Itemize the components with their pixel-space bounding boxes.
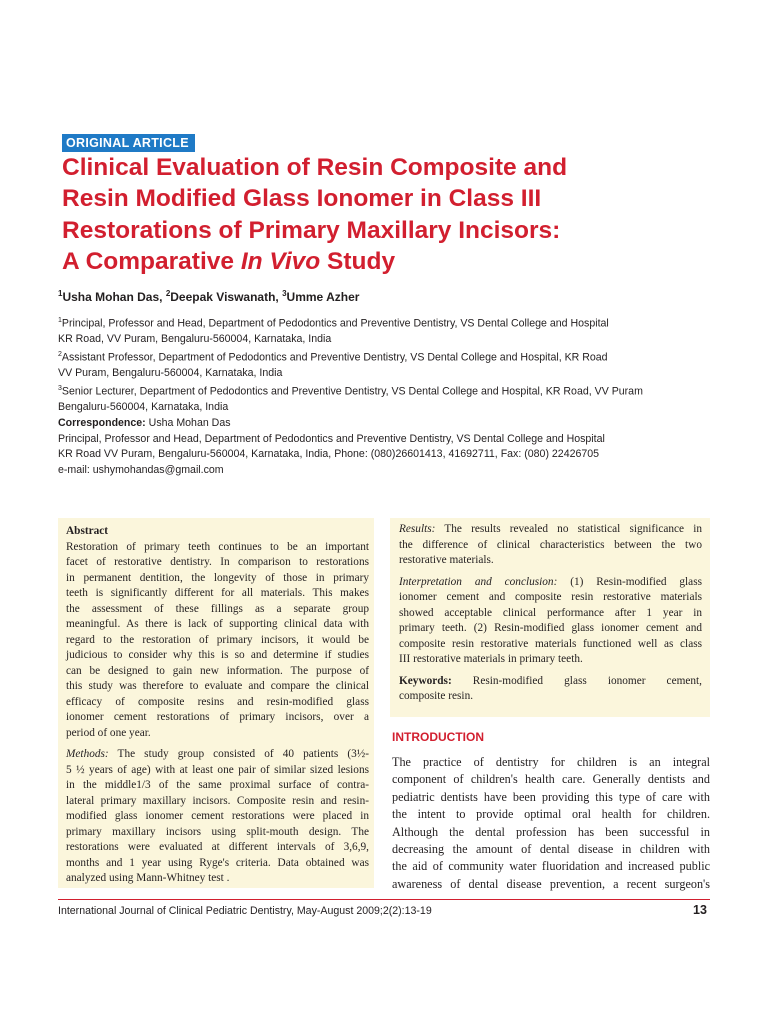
page-number: 13 xyxy=(693,903,707,917)
abstract-interpretation: Interpretation and conclusion: (1) Resin-modified glass ionomer cement and composite resin restorative materials showed acceptable clinical performance after 1 year in primary teeth. (2) Resin-modified glass ionomer cement and composite resin restorative materials functioned well as class III restorative materials in primary teeth. xyxy=(399,575,702,665)
author-name: Usha Mohan Das, xyxy=(62,290,166,304)
author-sup: 3 xyxy=(282,289,287,298)
methods-label: Methods: xyxy=(66,748,109,760)
correspondence-label: Correspondence: xyxy=(58,417,146,429)
correspondence: Correspondence: Usha Mohan Das Principal, Professor and Head, Department of Pedodontics and Preventive Dentistry, VS Dental College and Hospital KR Road VV Puram, Bengaluru-560004, Karnataka, India, Phone: (080)26601413, 41692711, Fax: (080) 22426705 e-mail: ushymohandas@gmail.com xyxy=(58,416,718,478)
affiliation-2: $^2$Assistant Professor, Department of Pedodontics and Preventive Dentistry, VS Dental College and Hospital, KR Road VV Puram, Bengaluru-560004, Karnataka, India xyxy=(58,351,608,380)
interpretation-label: Interpretation and conclusion: xyxy=(399,575,558,588)
author-sup: 1 xyxy=(58,289,63,298)
abstract-results: Results: The results revealed no statistical significance in the difference of clinical characteristics between the two restorative materials. xyxy=(399,523,702,566)
abstract-column-left xyxy=(66,524,369,887)
title-line: Restorations of Primary Maxillary Incisors: xyxy=(62,216,561,244)
results-label: Results: xyxy=(399,523,436,535)
author-list xyxy=(58,289,359,304)
keywords-label: Keywords: xyxy=(399,674,452,687)
abstract-keywords: Keywords: Resin-modified glass ionomer cement, composite resin. xyxy=(399,674,702,702)
email-link[interactable]: e-mail: ushymohandas@gmail.com xyxy=(58,463,224,476)
abstract-intro: Restoration of primary teeth continues to be an important facet of restorative dentistry. In comparison to restorations in permanent dentition, the longevity of those in primary teeth is significantly different for all materials. This makes the assessment of these fillings as a separate group meaningful. As there is lack of supporting clinical data with regard to the restoration of primary incisors, it would be judicious to consider why this is so and determine if studies can be designed to gain new information. The purpose of this study was therefore to evaluate and compare the clinical efficacy of composite resins and resin-modified glass ionomer cement restorations of primary incisors, over a period of one year. xyxy=(66,540,369,739)
abstract-column-right xyxy=(399,522,702,705)
footer-divider xyxy=(58,899,710,900)
article-title xyxy=(62,152,722,277)
affiliation-3: $^3$Senior Lecturer, Department of Pedodontics and Preventive Dentistry, VS Dental College and Hospital, KR Road, VV Puram Bengaluru-560004, Karnataka, India xyxy=(58,385,643,414)
section-heading-introduction: INTRODUCTION xyxy=(392,730,484,744)
author-sup: 2 xyxy=(165,289,171,298)
abstract-methods: Methods: The study group consisted of 40 patients (3½- 5 ½ years of age) with at least one pair of similar sized lesions in the middle1/3 of the same proximal surface of contra- lateral primary maxillary incisors. Composite resin and resin- modified glass ionomer cement restorations were placed in primary maxillary incisors using split-mouth design. The restorations were evaluated at different intervals of 3,6,9, months and 1 year using Ryge's criteria. Data obtained was analyzed using Mann-Whitney test . xyxy=(66,748,369,884)
title-line: A Comparative In Vivo Study xyxy=(62,247,396,275)
author-name: Deepak Viswanath, xyxy=(170,290,283,304)
article-type-badge: ORIGINAL ARTICLE xyxy=(62,134,195,152)
title-italic: In Vivo xyxy=(240,247,321,275)
introduction-text: The practice of dentistry for children is an integral component of children's health care. Generally dentists and pediatric dentists have been providing this type of care with the intent to provide optimal oral health for children. Although the dental profession has been successful in decreasing the amount of dental disease in children with the aid of community water fluoridation and increased public awareness of dental disease prevention, a recent surgeon's xyxy=(392,755,710,891)
title-line: Clinical Evaluation of Resin Composite and xyxy=(62,154,568,181)
journal-citation: International Journal of Clinical Pediatric Dentistry, May-August 2009;2(2):13-19 xyxy=(58,905,432,917)
title-line: Resin Modified Glass Ionomer in Class III xyxy=(62,185,542,213)
affiliation-1: $^1$Principal, Professor and Head, Department of Pedodontics and Preventive Dentistry, VS Dental College and Hospital KR Road, VV Puram, Bengaluru-560004, Karnataka, India xyxy=(58,317,609,346)
author-name: Umme Azher xyxy=(286,290,360,304)
abstract-heading: Abstract xyxy=(66,525,109,537)
